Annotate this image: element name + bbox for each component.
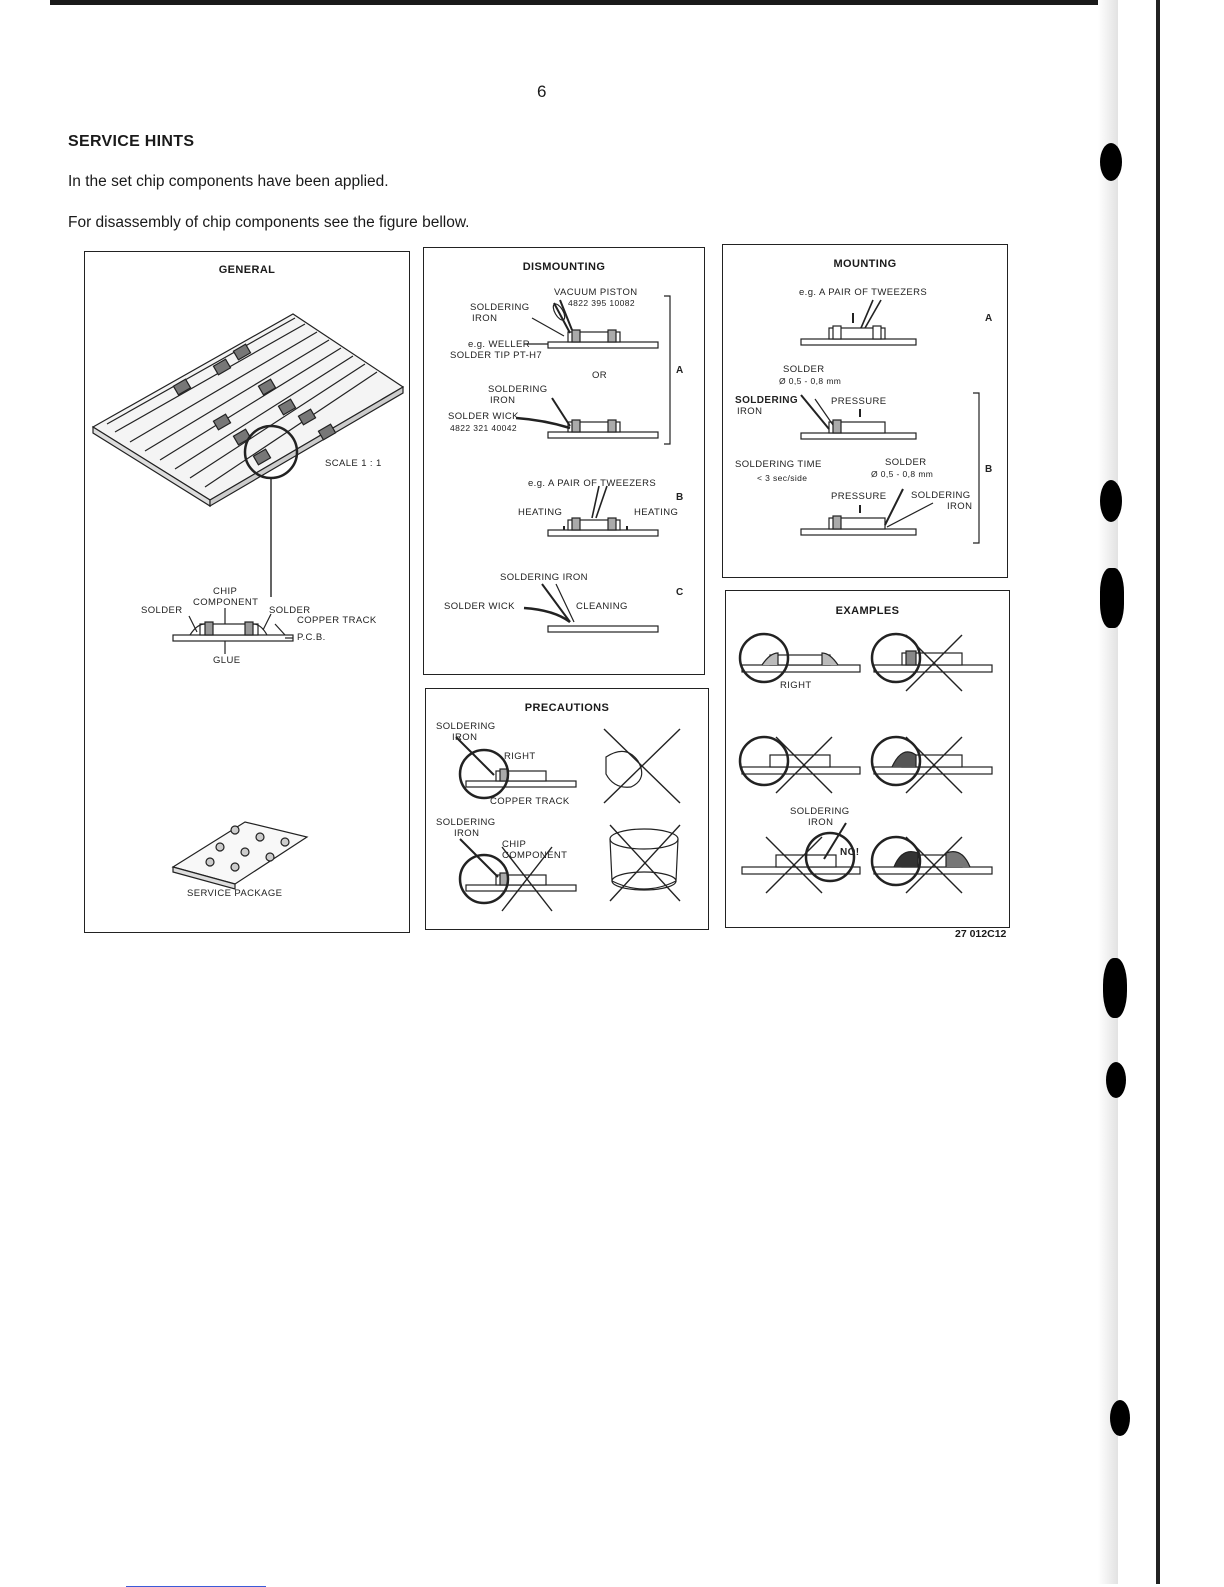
vacuum-code: 4822 395 10082	[568, 298, 636, 308]
solder-wick-code: 4822 321 40042	[450, 423, 518, 433]
marker-c: C	[676, 587, 684, 598]
soldering-time-label: SOLDERING TIME	[735, 459, 822, 470]
marker-a: A	[676, 365, 684, 376]
soldering-iron-label-1b: IRON	[472, 313, 498, 324]
tweezers-label: e.g. A PAIR OF TWEEZERS	[799, 287, 928, 298]
chip-label-2: COMPONENT	[193, 597, 259, 608]
soldering-iron-label-1a: SOLDERING	[470, 302, 530, 313]
soldering-iron-label-1a: SOLDERING	[436, 721, 496, 732]
precautions-title: PRECAUTIONS	[524, 702, 610, 714]
vacuum-piston-label: VACUUM PISTON	[554, 287, 638, 298]
solder-left-label: SOLDER	[141, 605, 183, 616]
pressure-label-2: PRESSURE	[831, 491, 887, 502]
soldering-iron-label-1b: IRON	[452, 732, 478, 743]
marker-b: B	[985, 464, 993, 475]
glue-label: GLUE	[213, 655, 241, 666]
heating-right-label: HEATING	[634, 507, 679, 518]
binder-hole	[1106, 1062, 1126, 1098]
dismounting-panel	[423, 247, 705, 675]
no-label: NO!	[840, 847, 860, 858]
precautions-panel	[425, 688, 709, 930]
copper-track-label: COPPER TRACK	[490, 796, 570, 807]
soldering-iron-label-2b: IRON	[490, 395, 516, 406]
general-title: GENERAL	[218, 264, 276, 276]
solder-right-label: SOLDER	[269, 605, 311, 616]
soldering-iron-label-2a: SOLDERING	[488, 384, 548, 395]
weller-label-1: e.g. WELLER	[468, 339, 530, 350]
binder-hole	[1100, 568, 1124, 628]
pcb-label: P.C.B.	[297, 632, 326, 643]
soldering-iron-label-b: IRON	[808, 817, 834, 828]
solder-wick-label-2: SOLDER WICK	[444, 601, 515, 612]
soldering-iron-label-1b: IRON	[737, 406, 763, 417]
copper-track-label: COPPER TRACK	[297, 615, 377, 626]
binder-hole	[1103, 958, 1127, 1018]
binder-hole	[1100, 480, 1122, 522]
marker-a: A	[985, 313, 993, 324]
service-package-label: SERVICE PACKAGE	[187, 888, 283, 899]
scan-top-edge	[50, 0, 1110, 5]
examples-panel	[725, 590, 1010, 928]
right-label: RIGHT	[504, 751, 536, 762]
mounting-panel	[722, 244, 1008, 578]
section-heading: SERVICE HINTS	[68, 133, 195, 150]
tweezers-label: e.g. A PAIR OF TWEEZERS	[528, 478, 657, 489]
solder-wick-label: SOLDER WICK	[448, 411, 519, 422]
weller-label-2: SOLDER TIP PT-H7	[450, 350, 543, 361]
soldering-iron-label-a: SOLDERING	[790, 806, 850, 817]
marker-b: B	[676, 492, 684, 503]
soldering-iron-label-2a: SOLDERING	[911, 490, 971, 501]
solder-diameter-2: Ø 0,5 - 0,8 mm	[871, 469, 934, 479]
soldering-iron-label-3: SOLDERING IRON	[500, 572, 588, 583]
soldering-iron-label-2a: SOLDERING	[436, 817, 496, 828]
dismounting-title: DISMOUNTING	[522, 261, 606, 273]
solder-label-2: SOLDER	[885, 457, 927, 468]
binder-hole	[1100, 143, 1122, 181]
figure-code: 27 012C12	[955, 928, 1007, 940]
mounting-title: MOUNTING	[833, 258, 897, 270]
chip-component-label-2: COMPONENT	[502, 850, 568, 861]
solder-label-1: SOLDER	[783, 364, 825, 375]
chip-label-1: CHIP	[213, 586, 238, 597]
soldering-time-value: < 3 sec/side	[757, 473, 808, 483]
heating-left-label: HEATING	[518, 507, 563, 518]
right-label: RIGHT	[780, 680, 812, 691]
binder-hole	[1110, 1400, 1130, 1436]
examples-title: EXAMPLES	[835, 605, 900, 617]
instruction-paragraph: For disassembly of chip components see the figure bellow.	[68, 214, 470, 231]
pcb-illustration	[85, 252, 411, 934]
chip-component-label-1: CHIP	[502, 839, 527, 850]
examples-illustration	[726, 591, 1011, 929]
scale-label: SCALE 1 : 1	[325, 458, 382, 469]
page-number: 6	[537, 82, 547, 101]
scan-binding-shadow	[1098, 0, 1118, 1584]
intro-paragraph: In the set chip components have been applied.	[68, 173, 389, 190]
cleaning-label: CLEANING	[576, 601, 628, 612]
or-label: OR	[592, 370, 608, 381]
general-panel	[84, 251, 410, 933]
solder-diameter-1: Ø 0,5 - 0,8 mm	[779, 376, 842, 386]
soldering-iron-label-2b: IRON	[947, 501, 973, 512]
scan-right-edge	[1156, 0, 1160, 1584]
soldering-iron-label-1a: SOLDERING	[735, 395, 799, 406]
pressure-label-1: PRESSURE	[831, 396, 887, 407]
soldering-iron-label-2b: IRON	[454, 828, 480, 839]
